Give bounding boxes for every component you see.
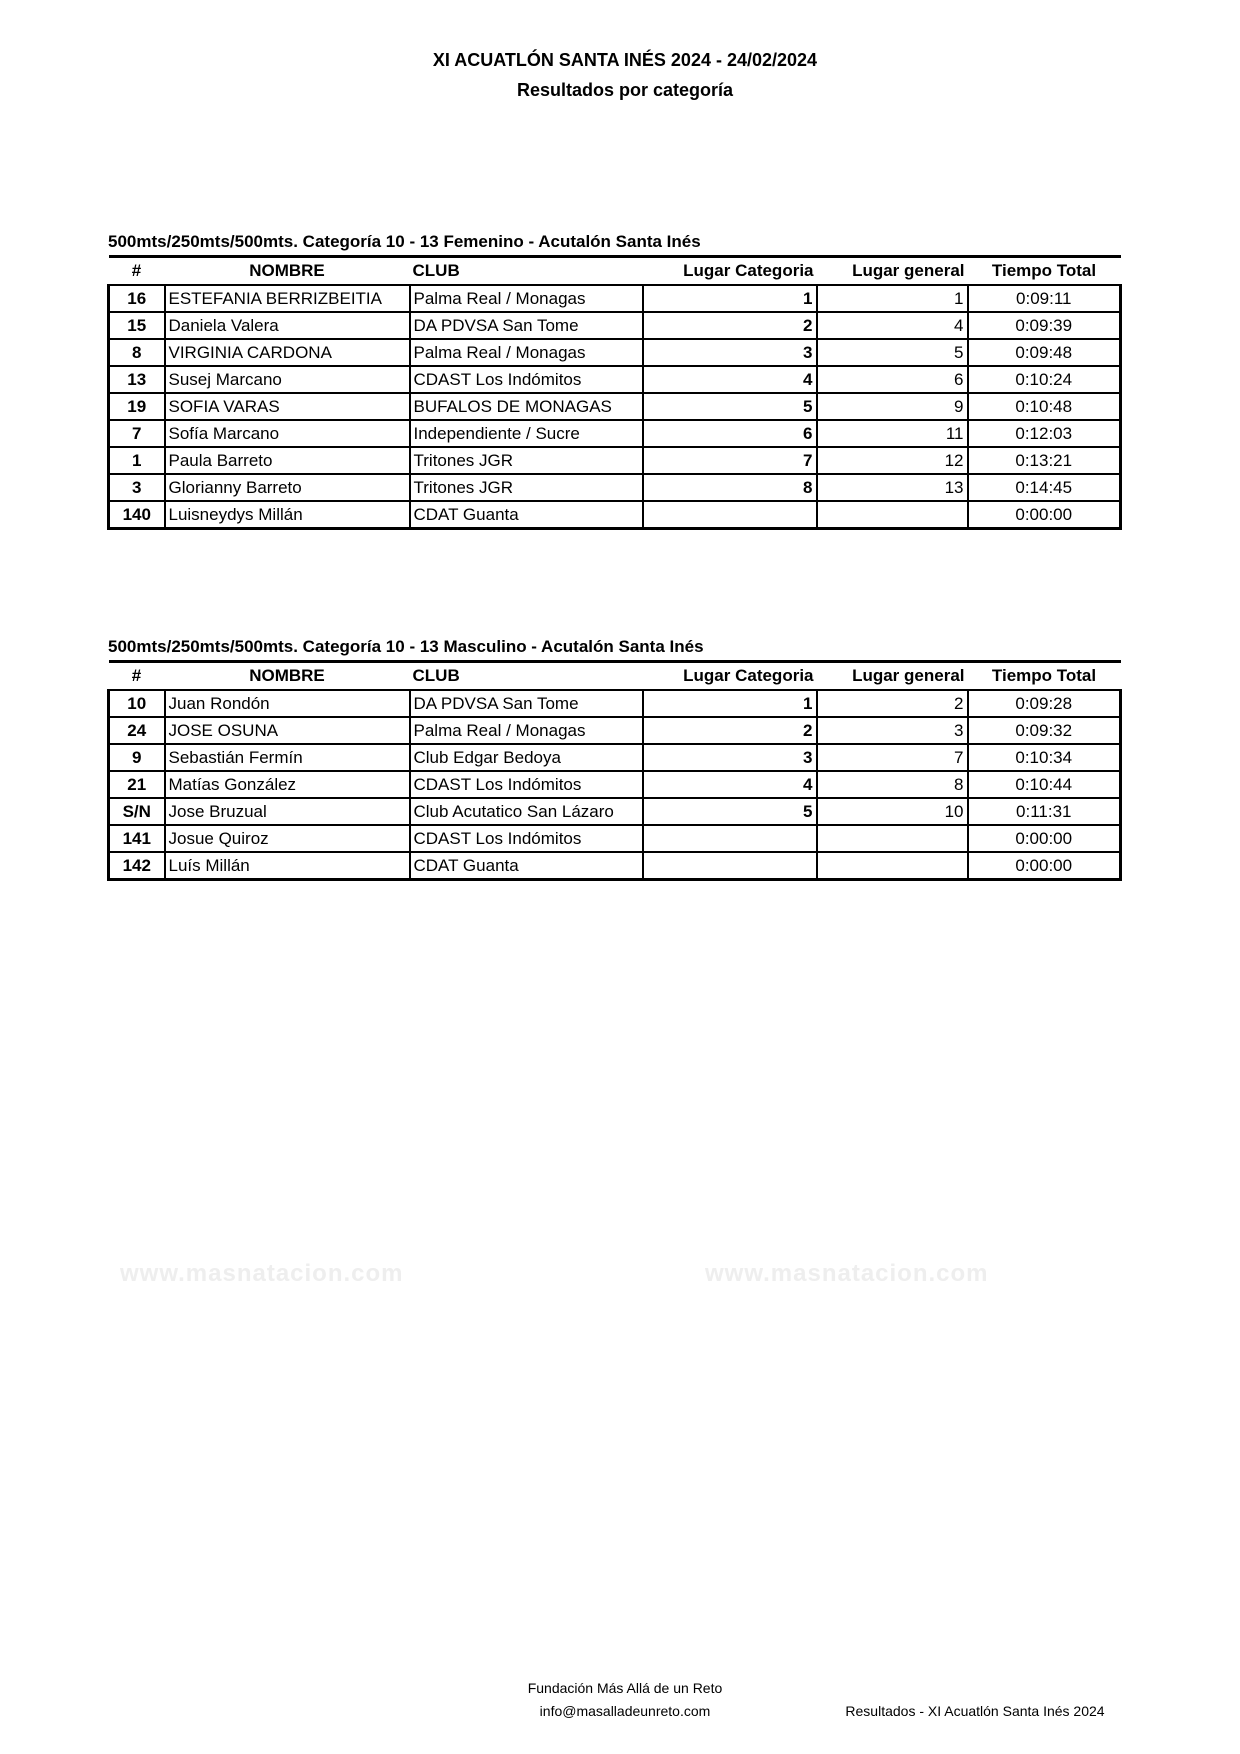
column-header: Lugar Categoria	[643, 257, 817, 286]
overall-place: 8	[817, 771, 968, 798]
document-subtitle: Resultados por categoría	[516, 80, 734, 100]
table-row	[109, 717, 1121, 744]
total-time: 0:10:34	[968, 744, 1121, 771]
table-row	[109, 744, 1121, 771]
column-header: #	[109, 662, 165, 691]
total-time: 0:12:03	[968, 420, 1121, 447]
table-row	[109, 798, 1121, 825]
category-place: 5	[643, 798, 817, 825]
club: CDAST Los Indómitos	[410, 825, 643, 852]
athlete-name: Glorianny Barreto	[165, 474, 410, 501]
total-time: 0:09:28	[968, 690, 1121, 717]
athlete-name: SOFIA VARAS	[165, 393, 410, 420]
club: Tritones JGR	[410, 474, 643, 501]
overall-place: 3	[817, 717, 968, 744]
athlete-name: Juan Rondón	[165, 690, 410, 717]
bib-number: 13	[109, 366, 165, 393]
column-header: Lugar Categoria	[643, 662, 817, 691]
watermark: www.masnatacion.com	[705, 1260, 989, 1287]
club: Independiente / Sucre	[410, 420, 643, 447]
table-row	[109, 474, 1121, 501]
column-header: Lugar general	[817, 662, 968, 691]
column-header: Tiempo Total	[968, 662, 1121, 691]
column-header: Lugar general	[817, 257, 968, 286]
bib-number: S/N	[109, 798, 165, 825]
bib-number: 7	[109, 420, 165, 447]
bib-number: 21	[109, 771, 165, 798]
category-place: 3	[643, 339, 817, 366]
category-place: 4	[643, 366, 817, 393]
athlete-name: ESTEFANIA BERRIZBEITIA	[165, 285, 410, 312]
club: Palma Real / Monagas	[410, 339, 643, 366]
total-time: 0:09:39	[968, 312, 1121, 339]
club: CDAT Guanta	[410, 501, 643, 529]
table-row	[109, 366, 1121, 393]
column-header: CLUB	[410, 662, 643, 691]
athlete-name: Luisneydys Millán	[165, 501, 410, 529]
athlete-name: Sofía Marcano	[165, 420, 410, 447]
document-title: XI ACUATLÓN SANTA INÉS 2024 - 24/02/2024	[432, 50, 818, 70]
total-time: 0:10:24	[968, 366, 1121, 393]
results-table	[107, 660, 1122, 881]
club: Palma Real / Monagas	[410, 717, 643, 744]
table-row	[109, 771, 1121, 798]
column-header: #	[109, 257, 165, 286]
club: CDAST Los Indómitos	[410, 366, 643, 393]
column-header: CLUB	[410, 257, 643, 286]
overall-place	[817, 852, 968, 880]
footer-org: Fundación Más Allá de un Reto	[527, 1680, 723, 1696]
club: BUFALOS DE MONAGAS	[410, 393, 643, 420]
bib-number: 9	[109, 744, 165, 771]
overall-place: 10	[817, 798, 968, 825]
category-place: 8	[643, 474, 817, 501]
bib-number: 1	[109, 447, 165, 474]
overall-place: 5	[817, 339, 968, 366]
overall-place: 13	[817, 474, 968, 501]
athlete-name: JOSE OSUNA	[165, 717, 410, 744]
header-row	[109, 257, 1121, 286]
category-place: 1	[643, 690, 817, 717]
overall-place: 11	[817, 420, 968, 447]
bib-number: 142	[109, 852, 165, 880]
athlete-name: Luís Millán	[165, 852, 410, 880]
club: Club Edgar Bedoya	[410, 744, 643, 771]
category-place: 5	[643, 393, 817, 420]
total-time: 0:10:44	[968, 771, 1121, 798]
overall-place: 2	[817, 690, 968, 717]
category-place: 7	[643, 447, 817, 474]
header-row	[109, 662, 1121, 691]
athlete-name: Josue Quiroz	[165, 825, 410, 852]
category-place: 2	[643, 717, 817, 744]
overall-place	[817, 825, 968, 852]
total-time: 0:11:31	[968, 798, 1121, 825]
total-time: 0:00:00	[968, 852, 1121, 880]
athlete-name: Jose Bruzual	[165, 798, 410, 825]
total-time: 0:09:32	[968, 717, 1121, 744]
category-place: 1	[643, 285, 817, 312]
club: Palma Real / Monagas	[410, 285, 643, 312]
overall-place: 1	[817, 285, 968, 312]
bib-number: 16	[109, 285, 165, 312]
overall-place: 9	[817, 393, 968, 420]
overall-place: 6	[817, 366, 968, 393]
athlete-name: Sebastián Fermín	[165, 744, 410, 771]
footer-right: Resultados - XI Acuatlón Santa Inés 2024	[845, 1703, 1105, 1719]
footer-email: info@masalladeunreto.com	[539, 1703, 711, 1719]
athlete-name: Paula Barreto	[165, 447, 410, 474]
club: Tritones JGR	[410, 447, 643, 474]
table-row	[109, 447, 1121, 474]
total-time: 0:10:48	[968, 393, 1121, 420]
table-row	[109, 825, 1121, 852]
bib-number: 3	[109, 474, 165, 501]
total-time: 0:00:00	[968, 501, 1121, 529]
athlete-name: VIRGINIA CARDONA	[165, 339, 410, 366]
overall-place: 7	[817, 744, 968, 771]
table-row	[109, 420, 1121, 447]
table-caption: 500mts/250mts/500mts. Categoría 10 - 13 Masculino - Acutalón Santa Inés	[108, 637, 704, 656]
total-time: 0:09:48	[968, 339, 1121, 366]
results-table	[107, 255, 1122, 530]
total-time: 0:13:21	[968, 447, 1121, 474]
overall-place: 4	[817, 312, 968, 339]
club: Club Acutatico San Lázaro	[410, 798, 643, 825]
club: CDAT Guanta	[410, 852, 643, 880]
athlete-name: Matías González	[165, 771, 410, 798]
athlete-name: Daniela Valera	[165, 312, 410, 339]
bib-number: 15	[109, 312, 165, 339]
bib-number: 8	[109, 339, 165, 366]
category-place: 4	[643, 771, 817, 798]
bib-number: 140	[109, 501, 165, 529]
overall-place: 12	[817, 447, 968, 474]
table-row	[109, 339, 1121, 366]
total-time: 0:00:00	[968, 825, 1121, 852]
club: DA PDVSA San Tome	[410, 690, 643, 717]
club: CDAST Los Indómitos	[410, 771, 643, 798]
column-header: NOMBRE	[165, 662, 410, 691]
column-header: Tiempo Total	[968, 257, 1121, 286]
column-header: NOMBRE	[165, 257, 410, 286]
table-row	[109, 285, 1121, 312]
bib-number: 19	[109, 393, 165, 420]
category-place	[643, 825, 817, 852]
bib-number: 24	[109, 717, 165, 744]
table-row	[109, 501, 1121, 529]
bib-number: 10	[109, 690, 165, 717]
total-time: 0:09:11	[968, 285, 1121, 312]
table-row	[109, 690, 1121, 717]
total-time: 0:14:45	[968, 474, 1121, 501]
overall-place	[817, 501, 968, 529]
category-place: 6	[643, 420, 817, 447]
table-row	[109, 393, 1121, 420]
table-caption: 500mts/250mts/500mts. Categoría 10 - 13 Femenino - Acutalón Santa Inés	[108, 232, 701, 251]
bib-number: 141	[109, 825, 165, 852]
category-place: 2	[643, 312, 817, 339]
category-place	[643, 501, 817, 529]
athlete-name: Susej Marcano	[165, 366, 410, 393]
table-row	[109, 312, 1121, 339]
watermark: www.masnatacion.com	[120, 1260, 404, 1287]
table-row	[109, 852, 1121, 880]
category-place: 3	[643, 744, 817, 771]
category-place	[643, 852, 817, 880]
club: DA PDVSA San Tome	[410, 312, 643, 339]
